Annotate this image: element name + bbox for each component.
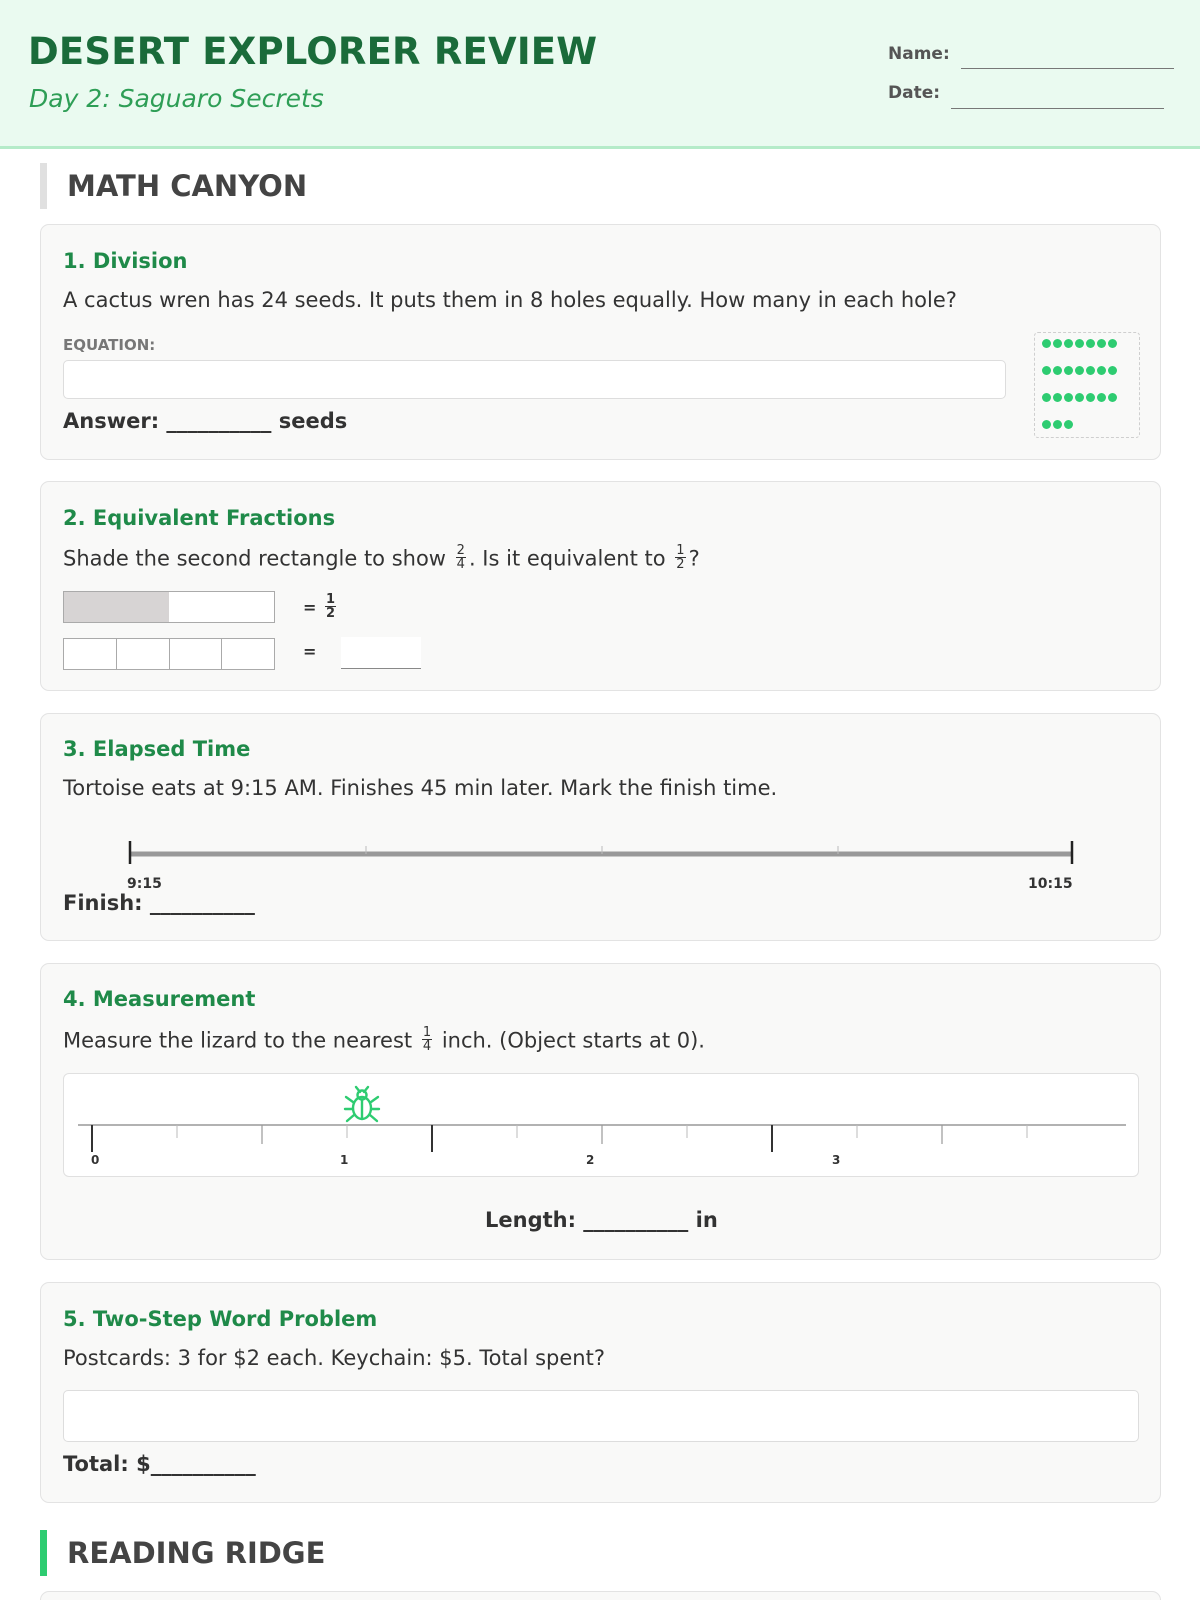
question-card-2 — [40, 481, 1161, 691]
name-field[interactable] — [961, 68, 1174, 69]
fraction-bar-cell[interactable] — [170, 639, 223, 669]
page-title: DESERT EXPLORER REVIEW — [28, 30, 598, 73]
date-label: Date: — [888, 83, 941, 103]
fraction-answer-input[interactable] — [341, 637, 421, 669]
question-title: 1. Division — [63, 249, 188, 273]
question-card-1 — [40, 224, 1161, 460]
seed-dot — [1075, 339, 1084, 348]
dot-array — [1034, 332, 1140, 438]
seed-dot — [1097, 366, 1106, 375]
ruler-label: 3 — [832, 1153, 841, 1167]
seed-dot — [1097, 393, 1106, 402]
question-text-part: . Is it equivalent to — [468, 546, 666, 571]
question-title: 5. Two-Step Word Problem — [63, 1307, 378, 1331]
seed-dot — [1042, 366, 1051, 375]
timeline-start-label: 9:15 — [127, 876, 162, 892]
date-field[interactable] — [951, 108, 1164, 109]
seed-dot — [1053, 366, 1062, 375]
timeline[interactable] — [41, 824, 1162, 864]
timeline-end-label: 10:15 — [1028, 876, 1073, 892]
ruler-label: 1 — [340, 1153, 349, 1167]
seed-dot — [1053, 393, 1062, 402]
fraction-bar-quarters[interactable] — [63, 638, 275, 670]
ruler-panel — [63, 1073, 1139, 1177]
fraction — [675, 544, 685, 571]
question-text — [63, 543, 700, 573]
seed-dot — [1097, 339, 1106, 348]
question-text-part: inch. (Object starts at 0). — [441, 1028, 705, 1053]
seed-dot — [1053, 420, 1062, 429]
seed-dot — [1108, 366, 1117, 375]
fraction-numerator: 1 — [422, 1025, 432, 1040]
question-title: 3. Elapsed Time — [63, 737, 251, 761]
seed-dot — [1075, 393, 1084, 402]
page-subtitle: Day 2: Saguaro Secrets — [29, 84, 324, 113]
equation-label: EQUATION: — [63, 336, 156, 354]
seed-dot — [1064, 420, 1073, 429]
finish-label: Finish: __________ — [63, 891, 255, 915]
page-header — [0, 0, 1200, 149]
fraction-denominator: 2 — [676, 557, 685, 572]
seed-dot — [1086, 393, 1095, 402]
total-label: Total: $__________ — [63, 1452, 256, 1476]
work-input[interactable] — [63, 1390, 1139, 1442]
fraction — [325, 593, 336, 620]
seed-dot — [1042, 420, 1051, 429]
answer-label: Answer: __________ seeds — [63, 409, 348, 433]
seed-dot — [1064, 366, 1073, 375]
equals-sign: = — [303, 642, 317, 661]
question-text-part: Measure the lizard to the nearest — [63, 1028, 413, 1053]
question-title: 4. Measurement — [63, 987, 256, 1011]
question-text — [63, 1025, 705, 1055]
equation-input[interactable] — [63, 360, 1006, 399]
name-label: Name: — [888, 44, 950, 64]
section-title-reading: READING RIDGE — [40, 1530, 325, 1576]
fraction-numerator: 1 — [676, 543, 685, 558]
fraction-denominator: 2 — [325, 606, 336, 621]
fraction-bar-halves — [63, 591, 275, 623]
seed-dot — [1064, 393, 1073, 402]
ruler-label: 2 — [586, 1153, 595, 1167]
seed-dot — [1075, 366, 1084, 375]
seed-dot — [1042, 339, 1051, 348]
question-title: 2. Equivalent Fractions — [63, 506, 336, 530]
fraction-bar-shaded — [64, 592, 169, 622]
equals-sign: = — [303, 598, 317, 617]
seed-dot — [1086, 339, 1095, 348]
fraction — [456, 544, 466, 571]
fraction-bar-cell[interactable] — [117, 639, 170, 669]
question-text: A cactus wren has 24 seeds. It puts them in 8 holes equally. How many in each hole? — [63, 288, 957, 312]
fraction — [422, 1026, 432, 1053]
fraction-numerator: 1 — [325, 592, 336, 607]
fraction-bar-cell[interactable] — [222, 639, 274, 669]
fraction-denominator: 4 — [456, 557, 465, 572]
equals-row-1 — [303, 592, 339, 622]
ruler-label: 0 — [91, 1153, 100, 1167]
ruler — [64, 1074, 1140, 1178]
seed-dot — [1064, 339, 1073, 348]
question-text-part: Shade the second rectangle to show — [63, 546, 446, 571]
fraction-numerator: 2 — [456, 543, 465, 558]
seed-dot — [1042, 393, 1051, 402]
fraction-denominator: 4 — [422, 1039, 432, 1054]
fraction-bar-cell[interactable] — [64, 639, 117, 669]
question-text: Postcards: 3 for $2 each. Keychain: $5. Total spent? — [63, 1346, 605, 1370]
question-text: Tortoise eats at 9:15 AM. Finishes 45 min later. Mark the finish time. — [63, 776, 778, 800]
question-card-4 — [40, 963, 1161, 1260]
question-text-part: ? — [688, 546, 700, 571]
seed-dot — [1108, 339, 1117, 348]
length-label: Length: __________ in — [485, 1208, 718, 1232]
bug-icon — [345, 1087, 379, 1121]
reading-card — [40, 1591, 1161, 1600]
section-title-math: MATH CANYON — [40, 163, 307, 209]
seed-dot — [1086, 366, 1095, 375]
question-card-5 — [40, 1282, 1161, 1503]
question-card-3 — [40, 713, 1161, 941]
seed-dot — [1108, 393, 1117, 402]
seed-dot — [1053, 339, 1062, 348]
